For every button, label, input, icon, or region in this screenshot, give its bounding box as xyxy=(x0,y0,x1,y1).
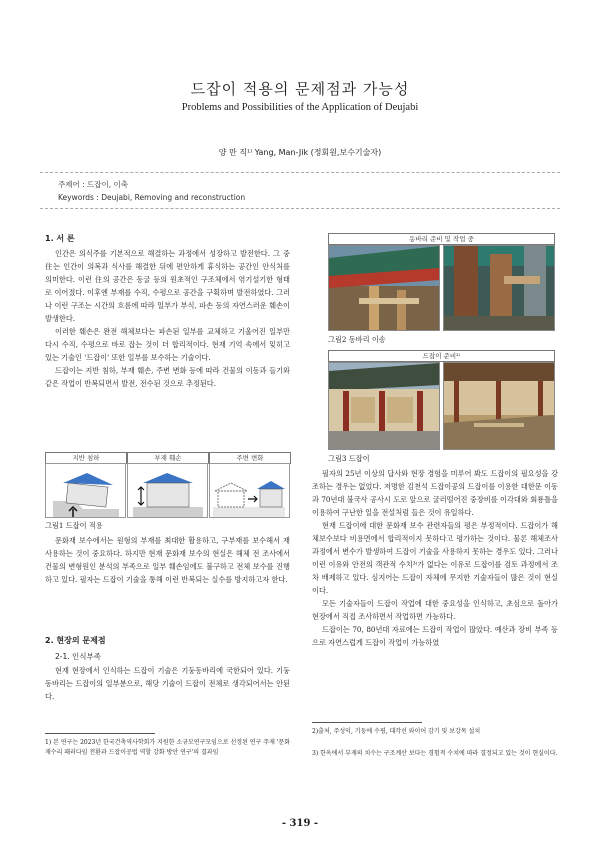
diagram-label-surroundings: 주변 변화 xyxy=(209,452,291,464)
paper-subtitle: Problems and Possibilities of the Application of Deujabi xyxy=(181,102,419,113)
section21-heading: 2-1. 인식부족 xyxy=(55,652,101,661)
paragraph: 드잡이는 70, 80년대 자료에는 드잡이 작업이 많았다. 예산과 장비 부족 등으로 자연스럽게 드잡이 작업이 가능하였 xyxy=(312,625,558,647)
photo-eaves-bracket xyxy=(328,245,440,331)
paper-title: 드잡이 적용의 문제점과 가능성 xyxy=(190,80,410,98)
photo-label-2: 드잡이 준비²⁾ xyxy=(328,350,555,362)
header-divider xyxy=(40,172,560,173)
paragraph: 모든 기술자들이 드잡이 작업에 대한 중요성을 인식하고, 초심으로 돌아가 현장에서 직접 조사하면서 작업하면 가능하다. xyxy=(312,599,558,621)
paragraph: 이러한 훼손은 완전 해체보다는 파손된 일부를 교체하고 기울어진 일부만 다시 수직, 수평으로 바로 잡는 것이 더 합리적이다. 현재 기억 속에서 잊히고 있는 기술인 '드잡이' 또한 일부를 보수하는 기술이다. xyxy=(45,327,290,362)
paragraph: 문화재 보수에서는 원형의 부재를 최대한 활용하고, 구부재를 보수해서 재사용하는 것이 중요하다. 하지만 현재 문화재 보수의 현실은 해체 전 조사에서 건물의 변형원인 분석의 부족으로 일부 훼손임에도 불구하고 전체 보수를 진행하고 있다. 필자는 드잡이 기술을 통해 이런 반복되는 실수를 방지하고자 한다. xyxy=(45,536,290,584)
page-number: - 319 - xyxy=(281,818,319,829)
left-body-3 xyxy=(45,664,290,703)
keywords-korean: 주제어 : 드잡이, 이축 xyxy=(58,180,129,189)
keywords-divider xyxy=(40,208,560,209)
footnote-1: 1) 본 연구는 2023년 한국건축역사학회가 지원한 소규모연구모임으로 선정된 연구 주제 '문화재수리 패러다임 전환과 드잡이공법 역할 강화 방안 연구'의 결과임 xyxy=(45,739,291,756)
figure2-caption: 그림2 동바리 이송 xyxy=(328,335,386,344)
section1-heading: 1. 서 론 xyxy=(45,234,75,243)
photo-hanok-interior xyxy=(443,362,555,450)
paragraph: 필자의 25년 이상의 답사와 현장 경험을 미루어 봐도 드잡이의 필요성을 강조하는 경우는 없었다. 저명한 김천석 드잡이공의 드잡이를 이용한 대한문 이동과 70년대 불국사 공사시 도로 앞으로 굴러떨어진 중장비를 이각대와 회룡틀을 이용하여 구난한 일을 전설처럼 들은 것이 유일하다. xyxy=(312,469,558,517)
photo-column-support xyxy=(443,245,555,331)
diagram-illustrations xyxy=(45,463,290,518)
section2-heading: 2. 현장의 문제점 xyxy=(45,636,106,645)
paragraph: 인간은 의식주를 기본적으로 해결하는 과정에서 성장하고 발전한다. 그 중 住는 인간이 의복과 식사를 해결한 뒤에 편안하게 휴식하는 공간인 안식처를 의미한다. 이런 住의 공간은 동굴 등의 원초적인 구조체에서 엮기설기한 형태로 이어졌다. 이후엔 부재를 수직, 수평으로 공간을 구획하며 발전하였다. 그러나 이런 구조는 시간의 흐름에 따라 일부가 부식, 파손 등의 자연스러운 훼손이 발생한다. xyxy=(45,249,290,323)
footnote-rule-right xyxy=(312,722,422,723)
figure1-caption: 그림1 드잡이 적용 xyxy=(45,521,103,530)
footnote-3: 3) 한옥에서 부재의 치수는 구조계산 보다는 경험적 수치에 따라 결정되고 있는 것이 현실이다. xyxy=(312,750,558,757)
author-line: 양 만 직¹⁾ Yang, Man-Jik (정회원,보수기술자) xyxy=(218,148,382,157)
footnote-rule-left xyxy=(45,733,155,734)
figure3-caption: 그림3 드잡이 xyxy=(328,454,370,463)
left-body-1 xyxy=(45,247,290,390)
footnote-2: 2)출처, 주성익, 기둥에 수평, 대각선 와이어 감기 및 보강목 설치 xyxy=(312,728,481,735)
right-body xyxy=(312,467,558,649)
paragraph: 현재 현장에서 인식하는 드잡이 기술은 기둥동바리에 국한되어 있다. 기둥동바리는 드잡이의 일부분으로, 해당 기술이 드잡이 전체로 생각되어서는 안된다. xyxy=(45,666,290,701)
keywords-english: Keywords : Deujabi, Removing and reconstruction xyxy=(58,193,246,202)
photo-label-1: 동바리 준비 및 작업 중 xyxy=(328,233,555,245)
diagram-label-damage: 부재 훼손 xyxy=(127,452,209,464)
diagram-label-settlement: 지반 침하 xyxy=(45,452,127,464)
photo-hanok-exterior xyxy=(328,362,440,450)
paragraph: 현재 드잡이에 대한 문화재 보수 관련자들의 평은 부정적이다. 드잡이가 해체보수보다 비용면에서 합리적이지 못하다고 평가하는 것이다. 물론 해체조사 과정에서 변수가 발생하여 드잡이 기술을 사용하지 못하는 경우도 있다. 그러나 이런 이유와 안전의 객관적 수치³⁾가 없다는 이유로 드잡이를 검토 과정에서 조차 배제하고 있다. 심지어는 드잡이 자체에 무지한 기술자들이 많은 것이 현실이다. xyxy=(312,521,558,595)
paragraph: 드잡이는 지반 침하, 부재 훼손, 주변 변화 등에 따라 건물의 이동과 들기와 같은 작업이 반복되면서 발전, 전수된 것으로 추정된다. xyxy=(45,366,290,388)
figure1-diagram xyxy=(45,452,290,518)
left-body-2 xyxy=(45,534,290,586)
